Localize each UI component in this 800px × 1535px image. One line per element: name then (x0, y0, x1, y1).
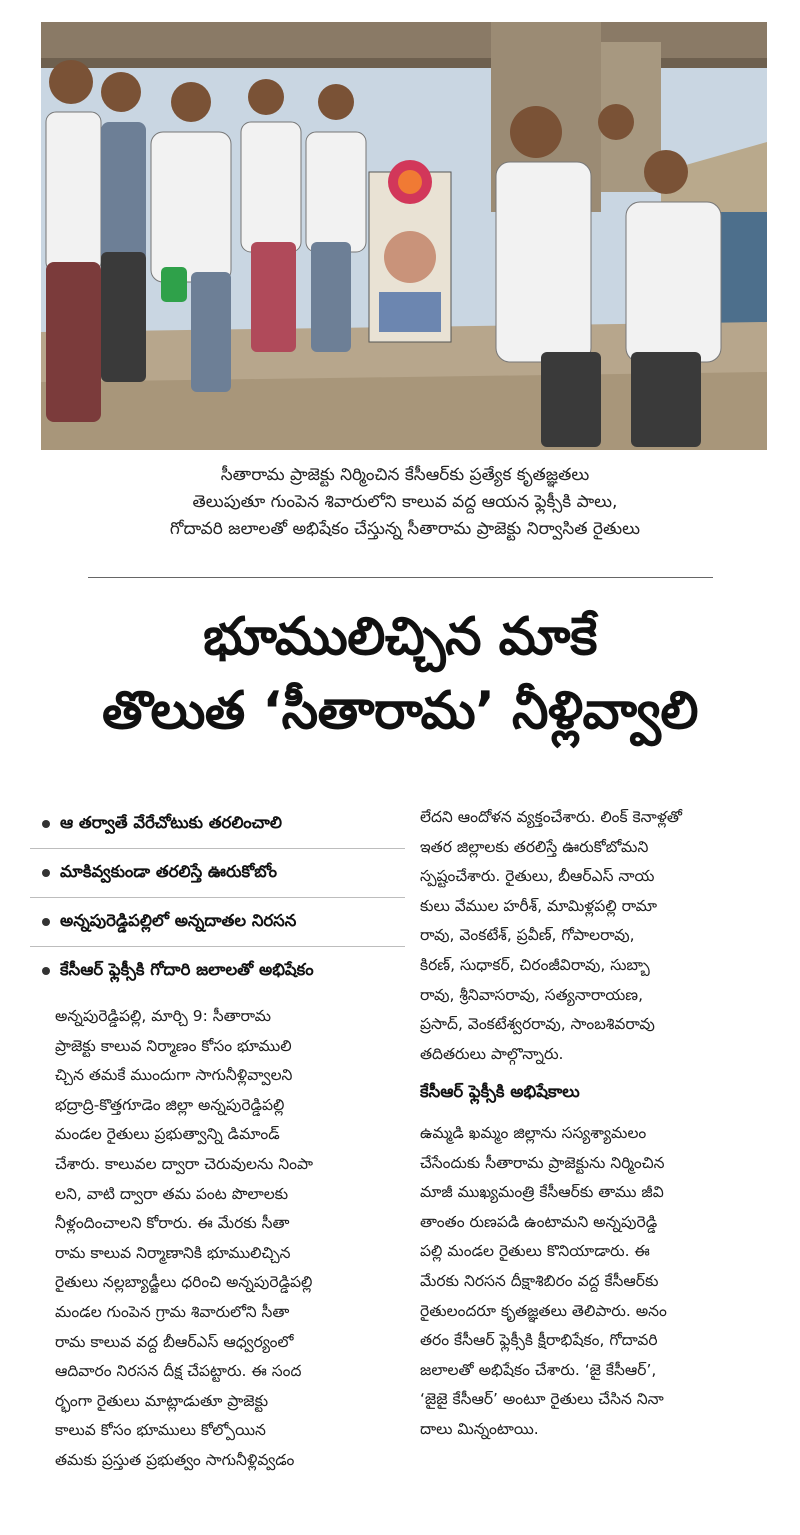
caption-line: సీతారామ ప్రాజెక్టు నిర్మించిన కేసీఆర్‌కు ప్రత్యేక కృతజ్ఞతలు (220, 465, 590, 485)
highlight-bullets (30, 800, 405, 995)
body-line: ప్రసాద్, వెంకటేశ్వరరావు, సాంబశివరావు (420, 1015, 655, 1034)
body-line: రామ కాలువ వద్ద బీఆర్ఎస్ ఆధ్వర్యంలో (55, 1332, 294, 1351)
body-line: భద్రాద్రి-కొత్తగూడెం జిల్లా అన్నపురెడ్డిపల్లి (55, 1095, 285, 1114)
caption-line: తెలుపుతూ గుంపెన శివారులోని కాలువ వద్ద ఆయన ఫ్లెక్సీకి పాలు, (192, 492, 618, 512)
bullet-item (30, 849, 405, 898)
body-line: రైతులందరూ కృతజ్ఞతలు తెలిపారు. అనం (420, 1301, 667, 1320)
headline-line-1: భూములిచ్చిన మాకే (203, 607, 597, 667)
caption-divider (88, 577, 713, 578)
bullet-dot-icon (42, 918, 50, 926)
news-photo (41, 22, 767, 450)
body-line: తదితరులు పాల్గొన్నారు. (420, 1044, 564, 1063)
article-body-right-column (420, 803, 770, 1444)
body-line: స్పష్టంచేశారు. రైతులు, బీఆర్ఎస్ నాయ (420, 867, 655, 886)
bullet-text: కేసీఆర్ ఫ్లెక్సీకి గోదారి జలాలతో అభిషేకం (60, 959, 314, 979)
bullet-text: మాకివ్వకుండా తరలిస్తే ఊరుకోబోం (60, 861, 277, 881)
bullet-item (30, 898, 405, 947)
body-line: చ్చిన తమకే ముందుగా సాగునీళ్లివ్వాలని (55, 1066, 293, 1085)
body-line: మండల రైతులు ప్రభుత్వాన్ని డిమాండ్ (55, 1125, 280, 1144)
photo-caption (60, 462, 750, 543)
bullet-dot-icon (42, 967, 50, 975)
body-line: చేశారు. కాలువల ద్వారా చెరువులను నింపా (55, 1154, 313, 1173)
body-line: ప్రాజెక్టు కాలువ నిర్మాణం కోసం భూములి (55, 1036, 292, 1055)
body-line: తమకు ప్రస్తుత ప్రభుత్వం సాగునీళ్లివ్వడం (55, 1450, 295, 1469)
caption-line: గోదావరి జలాలతో అభిషేకం చేస్తున్న సీతారామ ప్రాజెక్టు నిర్వాసిత రైతులు (169, 519, 641, 539)
body-line: ఇతర జిల్లాలకు తరలిస్తే ఊరుకోబోమని (420, 837, 649, 856)
body-line: రావు, వెంకటేశ్, ప్రవీణ్, గోపాలరావు, (420, 926, 635, 945)
body-line: కులు వేముల హరీశ్, మామిళ్లపల్లి రామా (420, 896, 658, 915)
bullet-dot-icon (42, 820, 50, 828)
body-line: లని, వాటి ద్వారా తమ పంట పొలాలకు (55, 1184, 289, 1203)
body-line: తరం కేసీఆర్ ఫ్లెక్సీకి క్షీరాభిషేకం, గోదావరి (420, 1331, 658, 1350)
body-line: ఉమ్మడి ఖమ్మం జిల్లాను సస్యశ్యామలం (420, 1123, 647, 1142)
body-line: ర్భంగా రైతులు మాట్లాడుతూ ప్రాజెక్టు (55, 1391, 269, 1410)
body-line: దాలు మిన్నంటాయి. (420, 1419, 539, 1438)
article-body-left-column (55, 1002, 395, 1476)
bullet-text: ఆ తర్వాతే వేరేచోటుకు తరలించాలి (60, 812, 282, 832)
body-line: ‘జైజై కేసీఆర్’ అంటూ రైతులు చేసిన నినా (420, 1390, 664, 1409)
bullet-text: అన్నపురెడ్డిపల్లిలో అన్నదాతల నిరసన (60, 910, 297, 930)
bullet-item (30, 947, 405, 995)
subheading: కేసీఆర్ ఫ్లెక్సీకి అభిషేకాలు (420, 1082, 580, 1102)
body-line: నీళ్లందించాలని కోరారు. ఈ మేరకు సీతా (55, 1214, 290, 1233)
bullet-item (30, 800, 405, 849)
headline (30, 600, 770, 748)
body-line: ఆదివారం నిరసన దీక్ష చేపట్టారు. ఈ సంద (55, 1362, 302, 1381)
body-line: కాలువ కోసం భూములు కోల్పోయిన (55, 1421, 266, 1440)
protest-photo-illustration (41, 22, 767, 450)
body-line: కిరణ్, సుధాకర్, చిరంజీవిరావు, సుబ్బా (420, 955, 650, 974)
body-line: అన్నపురెడ్డిపల్లి, మార్చి 9: సీతారామ (55, 1007, 272, 1025)
headline-line-2: తొలుత ‘సీతారామ’ నీళ్లివ్వాలి (102, 681, 698, 741)
body-line: లేదని ఆందోళన వ్యక్తంచేశారు. లింక్ కెనాళ్లతో (420, 808, 683, 826)
bullet-dot-icon (42, 869, 50, 877)
body-line: పల్లి మండల రైతులు కొనియాడారు. ఈ (420, 1242, 650, 1261)
body-line: మేరకు నిరసన దీక్షాశిబిరం వద్ద కేసీఆర్‌కు (420, 1271, 659, 1290)
body-line: చేసేందుకు సీతారామ ప్రాజెక్టును నిర్మించిన (420, 1153, 665, 1172)
body-line: రైతులు నల్లబ్యాడ్జీలు ధరించి అన్నపురెడ్డిపల్లి (55, 1273, 313, 1292)
body-line: మండల గుంపెన గ్రామ శివారులోని సీతా (55, 1302, 290, 1321)
body-line: తాంతం రుణపడి ఉంటామని అన్నపురెడ్డి (420, 1212, 658, 1231)
body-line: మాజీ ముఖ్యమంత్రి కేసీఆర్‌కు తాము జీవి (420, 1183, 664, 1202)
body-line: రామ కాలువ నిర్మాణానికి భూములిచ్చిన (55, 1243, 291, 1262)
body-line: జలాలతో అభిషేకం చేశారు. ‘జై కేసీఆర్’, (420, 1360, 657, 1379)
body-line: రావు, శ్రీనివాసరావు, సత్యనారాయణ, (420, 985, 644, 1004)
